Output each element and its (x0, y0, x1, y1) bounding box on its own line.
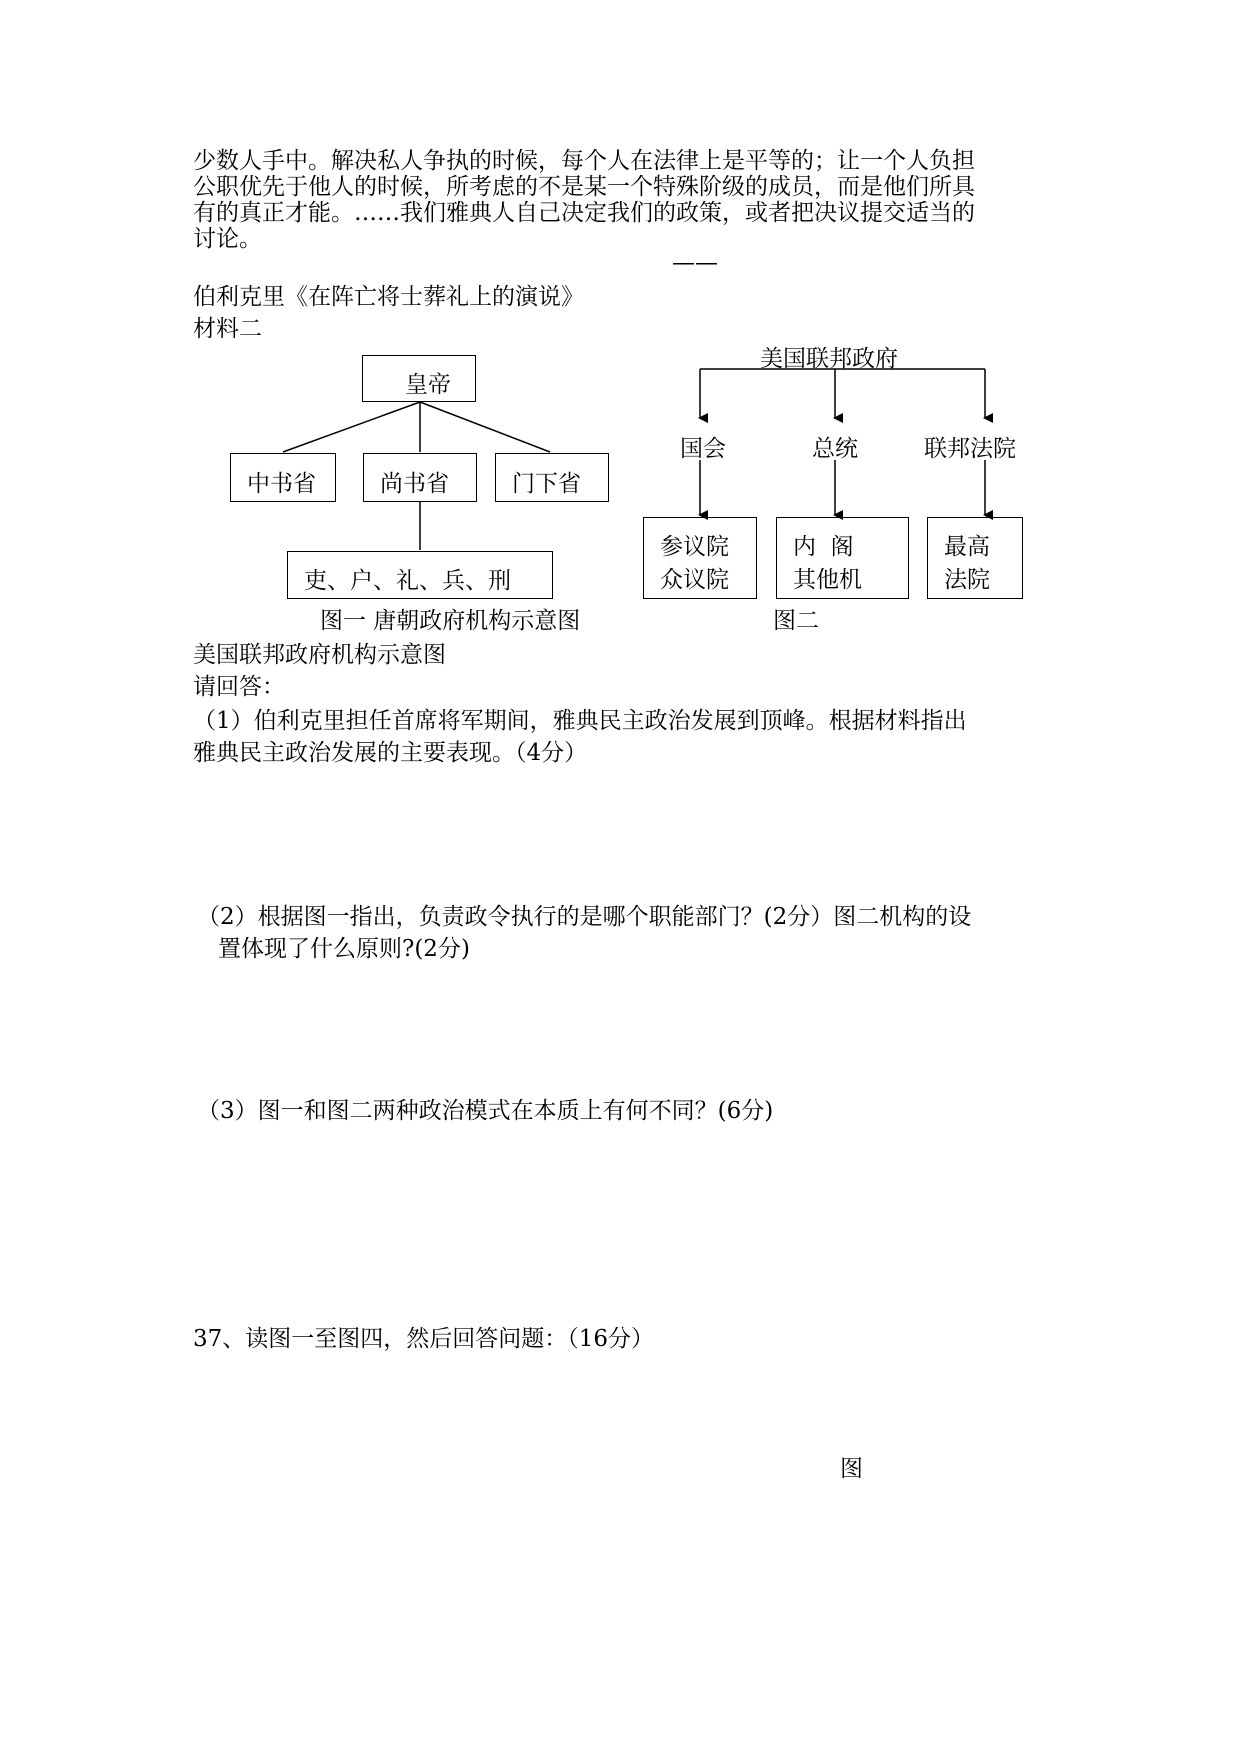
fig2-caption-cont: 美国联邦政府机构示意图 (193, 642, 446, 668)
fig2-box-cabinet-line1: 内 阁 (793, 534, 854, 560)
fig2-branch-president: 总统 (812, 436, 858, 462)
fig1-box-menxia (495, 453, 609, 502)
fig2-caption: 图二 (773, 608, 819, 634)
fig2-box-supreme-line1: 最高 (944, 534, 990, 560)
passage-line-1: 少数人手中。解决私人争执的时候，每个人在法律上是平等的；让一个人负担 (193, 148, 975, 174)
fig1-line-emperor-zhongshu (283, 402, 420, 452)
passage-line-4: 讨论。 (193, 226, 262, 252)
fig1-caption: 图一 唐朝政府机构示意图 (320, 608, 581, 634)
question-3: （3）图一和图二两种政治模式在本质上有何不同？(6分) (197, 1098, 774, 1124)
passage-line-2: 公职优先于他人的时候，所考虑的不是某一个特殊阶级的成员，而是他们所具 (193, 174, 975, 200)
question-1-line-1: （1）伯利克里担任首席将军期间，雅典民主政治发展到顶峰。根据材料指出 (193, 708, 967, 734)
fig2-top-label: 美国联邦政府 (760, 346, 898, 372)
fig1-menxia-label: 门下省 (512, 471, 581, 497)
fig2-box-supreme-line2: 法院 (944, 567, 990, 593)
material-2-label: 材料二 (193, 316, 262, 342)
fig2-box-chambers-line2: 众议院 (660, 567, 729, 593)
fig1-line-emperor-menxia (420, 402, 550, 452)
fig1-box-emperor (362, 355, 476, 402)
fig1-zhongshu-label: 中书省 (247, 471, 316, 497)
fig2-branch-congress: 国会 (680, 436, 726, 462)
fig2-box-cabinet-line2: 其他机 (793, 567, 862, 593)
passage-source: 伯利克里《在阵亡将士葬礼上的演说》 (193, 284, 584, 310)
fig1-box-shangshu (363, 453, 477, 502)
question-2-line-2: 置体现了什么原则?(2分) (218, 936, 470, 962)
answer-prompt: 请回答： (193, 674, 285, 700)
diagram-connectors (0, 0, 1241, 700)
fig1-shangshu-label: 尚书省 (380, 471, 449, 497)
question-37: 37、读图一至图四，然后回答问题：（16分） (193, 1326, 655, 1352)
fig2-box-supreme-court (927, 517, 1023, 599)
question-2-line-1: （2）根据图一指出，负责政令执行的是哪个职能部门？(2分）图二机构的设 (197, 904, 972, 930)
stray-figure-label: 图 (840, 1456, 863, 1482)
question-1-line-2: 雅典民主政治发展的主要表现。（4分） (193, 740, 588, 766)
fig1-box-zhongshu (230, 453, 336, 502)
passage-dash: —— (672, 250, 718, 276)
fig1-six-ministries-label: 吏、户、礼、兵、刑 (304, 568, 511, 594)
fig2-branch-court: 联邦法院 (924, 436, 1016, 462)
fig2-box-cabinet (776, 517, 909, 599)
fig1-emperor-label: 皇帝 (405, 372, 451, 398)
fig1-box-six-ministries (287, 551, 553, 599)
fig2-box-chambers-line1: 参议院 (660, 534, 729, 560)
fig2-box-chambers (643, 517, 757, 599)
passage-line-3: 有的真正才能。……我们雅典人自己决定我们的政策，或者把决议提交适当的 (193, 200, 975, 226)
